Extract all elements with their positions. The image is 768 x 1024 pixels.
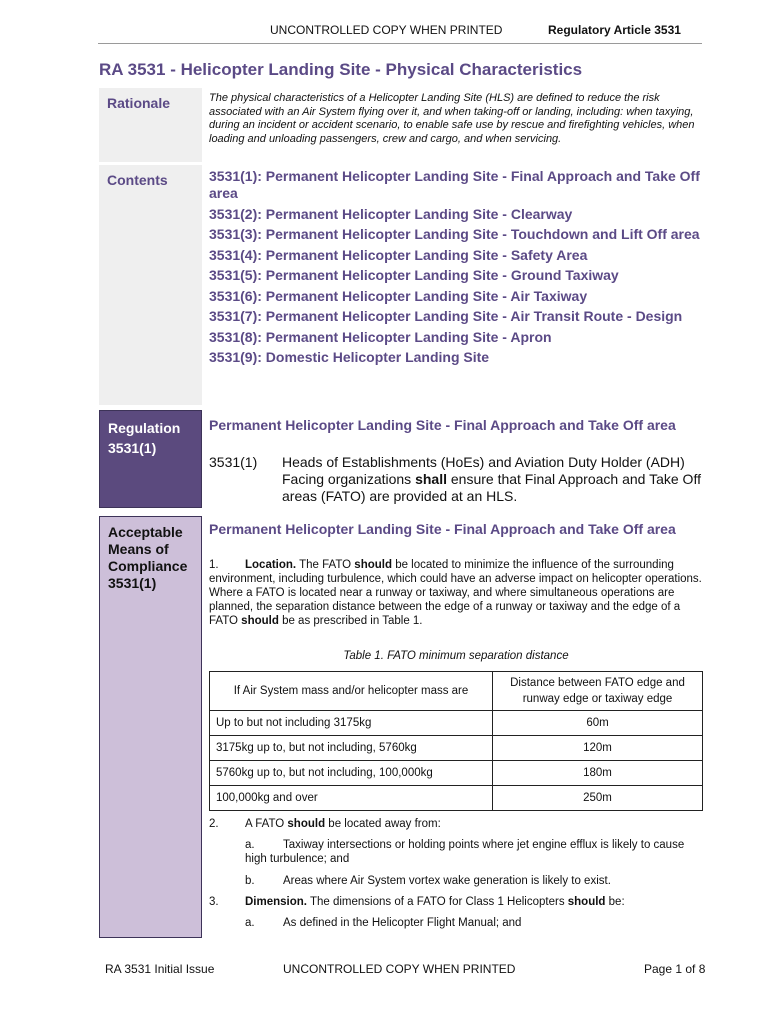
footer-page-number: Page 1 of 8 — [644, 962, 706, 976]
amc-label — [99, 516, 202, 938]
amc-subparagraph-3a — [245, 916, 703, 930]
contents-list — [209, 168, 703, 370]
para-title: Dimension. — [245, 896, 307, 908]
regulation-label-line1: Regulation — [108, 420, 181, 436]
regulation-text-pre: Heads of Establishments (HoEs) and Aviation Duty Holder (ADH) Facing organizations — [282, 454, 685, 487]
page-title: RA 3531 - Helicopter Landing Site - Physical Characteristics — [99, 60, 583, 79]
amc-label-line4: 3531(1) — [108, 575, 157, 591]
regulation-text — [282, 454, 702, 505]
regulation-label-line2: 3531(1) — [108, 440, 157, 456]
para-number: 3. — [209, 896, 219, 908]
amc-label-line1: Acceptable — [108, 524, 183, 540]
table-row — [210, 761, 703, 786]
table-cell-mass: 100,000kg and over — [210, 786, 493, 811]
para-should: should — [354, 559, 392, 571]
regulation-text-post: ensure that Final Approach and Take Off areas (FATO) are provided at an HLS. — [282, 471, 701, 504]
para-should: should — [287, 818, 326, 830]
para-should: should — [567, 896, 606, 908]
table-cell-distance: 120m — [493, 736, 703, 761]
table-row — [210, 711, 703, 736]
amc-paragraph-1 — [209, 558, 703, 628]
subpara-label: b. — [245, 875, 255, 887]
contents-item[interactable]: 3531(4): Permanent Helicopter Landing Site - Safety Area — [209, 246, 588, 263]
para-text: The FATO — [296, 559, 355, 571]
contents-item[interactable]: 3531(3): Permanent Helicopter Landing Site - Touchdown and Lift Off area — [209, 226, 700, 242]
para-text: be located to minimize the influence of the surrounding environment, including turbulence, which could have an adverse impact on helicopter operations. Where a FATO is located near a runway or taxiway, and where simultaneous operations are planned, the separation distance between the edge of a runway or taxiway and the edge of a FATO — [209, 559, 702, 627]
regulation-number: 3531(1) — [209, 454, 258, 470]
subpara-label: a. — [245, 839, 255, 851]
para-text: be: — [605, 896, 625, 908]
para-text: be located away from: — [325, 818, 441, 830]
para-title: Location. — [245, 559, 297, 571]
table-row — [210, 736, 703, 761]
contents-item[interactable]: 3531(1): Permanent Helicopter Landing Site - Final Approach and Take Off area — [209, 168, 700, 201]
table-header-mass: If Air System mass and/or helicopter mass are — [210, 672, 493, 711]
table-cell-mass: Up to but not including 3175kg — [210, 711, 493, 736]
amc-subparagraph-2b — [245, 874, 703, 888]
table-row — [210, 786, 703, 811]
table-cell-distance: 60m — [493, 711, 703, 736]
table-cell-distance: 250m — [493, 786, 703, 811]
amc-subparagraph-2a — [245, 838, 703, 866]
subpara-text: Taxiway intersections or holding points where jet engine efflux is likely to cause high turbulence; and — [245, 839, 685, 865]
subpara-text: As defined in the Helicopter Flight Manual; and — [283, 917, 522, 929]
regulation-heading: Permanent Helicopter Landing Site - Final Approach and Take Off area — [209, 417, 676, 433]
contents-item[interactable]: 3531(2): Permanent Helicopter Landing Site - Clearway — [209, 205, 573, 222]
table-header-distance: Distance between FATO edge and runway edge or taxiway edge — [493, 672, 703, 711]
header-divider — [98, 43, 702, 44]
amc-label-line2: Means of — [108, 541, 169, 557]
subpara-label: a. — [245, 917, 255, 929]
table-cell-mass: 5760kg up to, but not including, 100,000kg — [210, 761, 493, 786]
contents-item[interactable]: 3531(9): Domestic Helicopter Landing Site — [209, 349, 490, 365]
amc-paragraph-2 — [209, 817, 703, 831]
amc-label-line3: Compliance — [108, 558, 188, 574]
contents-label: Contents — [99, 165, 202, 405]
regulation-shall: shall — [415, 471, 447, 487]
regulation-label — [99, 410, 202, 508]
table-header-row — [210, 672, 703, 711]
contents-item[interactable]: 3531(5): Permanent Helicopter Landing Site - Ground Taxiway — [209, 267, 619, 283]
para-text: A FATO — [245, 818, 288, 830]
table-caption: Table 1. FATO minimum separation distance — [343, 650, 569, 662]
table-cell-distance: 180m — [493, 761, 703, 786]
header-uncontrolled-notice: UNCONTROLLED COPY WHEN PRINTED — [270, 23, 503, 37]
amc-heading: Permanent Helicopter Landing Site - Final Approach and Take Off area — [209, 521, 676, 537]
para-number: 2. — [209, 818, 219, 830]
rationale-text: The physical characteristics of a Helicopter Landing Site (HLS) are defined to reduce the risk associated with an Air System flying over it, and when taking-off or landing, including: when taxying, during an incident or accident scenario, to enable safe use by rescue and firefighting vehicles, when loading and unloading passengers, crew and cargo, and when servicing. — [209, 92, 695, 145]
para-number: 1. — [209, 559, 219, 571]
subpara-text: Areas where Air System vortex wake generation is likely to exist. — [283, 875, 611, 887]
para-text: be as prescribed in Table 1. — [278, 615, 423, 627]
amc-paragraph-3 — [209, 895, 703, 909]
header-article-number: Regulatory Article 3531 — [548, 23, 681, 37]
contents-item[interactable]: 3531(7): Permanent Helicopter Landing Site - Air Transit Route - Design — [209, 308, 683, 324]
fato-separation-table — [209, 671, 703, 811]
footer-issue: RA 3531 Initial Issue — [105, 962, 215, 976]
contents-item[interactable]: 3531(8): Permanent Helicopter Landing Site - Apron — [209, 328, 552, 345]
para-text: The dimensions of a FATO for Class 1 Helicopters — [306, 896, 568, 908]
contents-item[interactable]: 3531(6): Permanent Helicopter Landing Site - Air Taxiway — [209, 287, 588, 304]
table-cell-mass: 3175kg up to, but not including, 5760kg — [210, 736, 493, 761]
para-should: should — [241, 615, 279, 627]
footer-uncontrolled-notice: UNCONTROLLED COPY WHEN PRINTED — [283, 962, 516, 976]
rationale-label: Rationale — [99, 88, 202, 162]
